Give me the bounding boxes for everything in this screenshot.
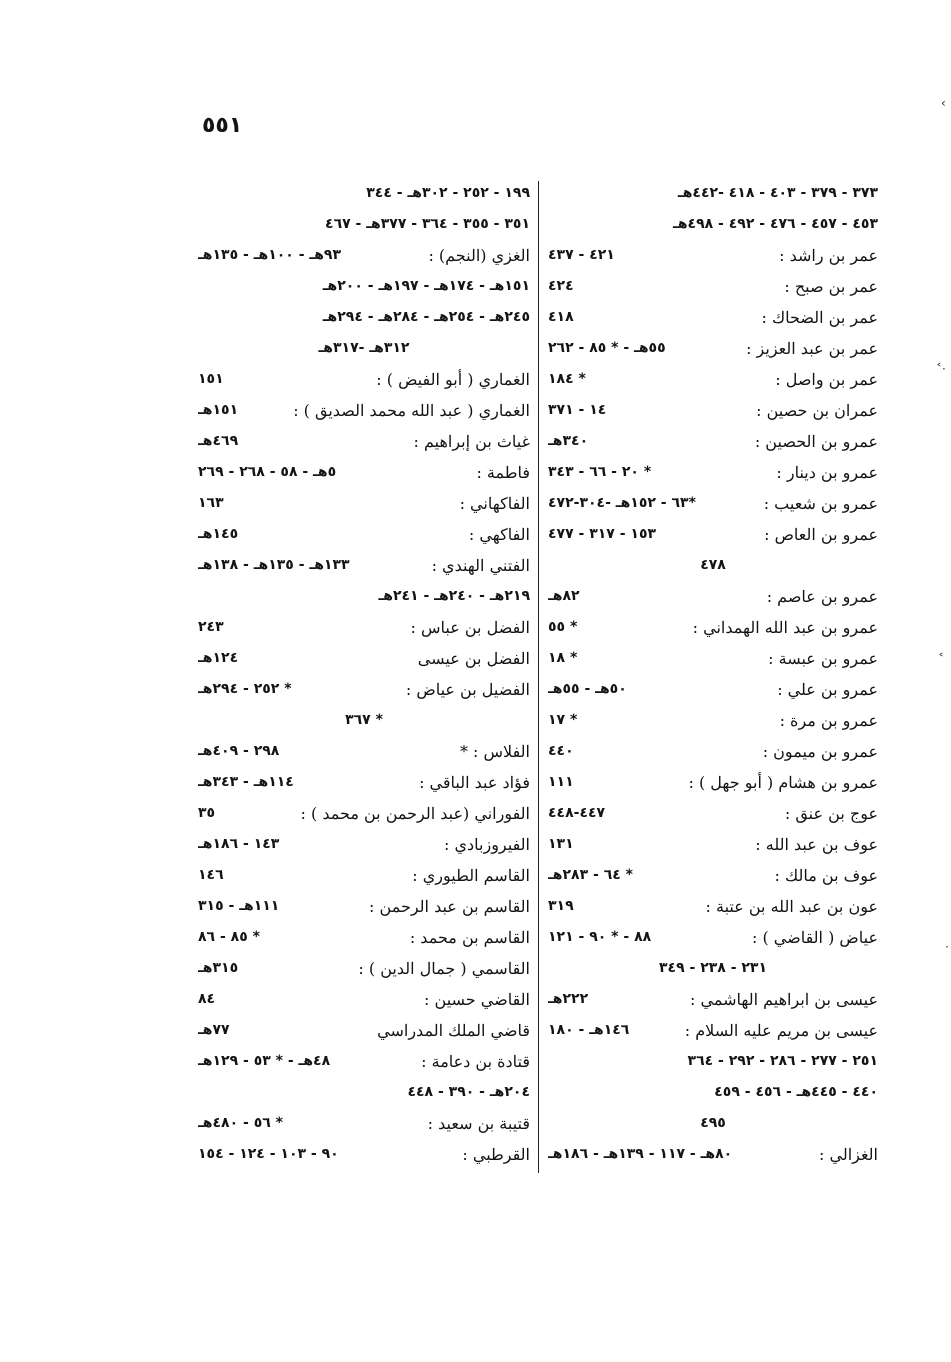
index-entry (548, 395, 878, 426)
entry-page-refs: ٤٤٠ - ٤٤٥هـ - ٤٥٦ - ٤٥٩ (714, 1084, 878, 1100)
entry-page-refs: ١٩٩ - ٢٥٢ - ٣٠٢هـ - ٣٤٤ (366, 185, 530, 201)
entry-name: عمرو بن العاص : (764, 525, 878, 544)
entry-name: قتيبة بن سعيد : (427, 1114, 530, 1133)
index-entry (548, 705, 878, 736)
entry-page-refs: ١٣٣هـ - ١٣٥هـ - ١٣٨هـ (198, 557, 350, 573)
entry-name: الفتني الهندي : (431, 556, 530, 575)
index-entry (198, 1046, 530, 1077)
index-entry (198, 488, 530, 519)
entry-page-refs: ١٤٦ (198, 867, 224, 883)
entry-page-refs: ٤٤٧-٤٤٨ (548, 805, 606, 821)
index-entry (548, 581, 878, 612)
entry-page-refs: ٢٣١ - ٢٣٨ - ٣٤٩ (658, 960, 768, 976)
index-entry (548, 1077, 878, 1108)
entry-name: عمر بن صبح : (784, 277, 878, 296)
entry-page-refs: ٢٥١ - ٢٧٧ - ٢٨٦ - ٢٩٢ - ٣٦٤ (687, 1053, 878, 1069)
index-entry (548, 612, 878, 643)
entry-page-refs: ٤٤٠ (548, 743, 574, 759)
index-entry (548, 302, 878, 333)
entry-page-refs: ١٥١هـ - ١٧٤هـ - ١٩٧هـ - ٢٠٠هـ (322, 278, 530, 294)
entry-page-refs: ٨٢هـ (548, 588, 580, 604)
index-entry (548, 674, 878, 705)
entry-page-refs: ٤٦٩هـ (198, 433, 239, 449)
entry-name: الفضل بن عباس : (410, 618, 530, 637)
entry-page-refs: ١١١ (548, 774, 574, 790)
entry-page-refs: ١٤ - ٣٧١ (548, 402, 607, 418)
entry-page-refs: ٢١٩هـ - ٢٤٠هـ - ٢٤١هـ (378, 588, 530, 604)
entry-page-refs: * ١٨٤ (548, 371, 586, 387)
entry-page-refs: ٣٥١ - ٣٥٥ - ٣٦٤ - ٣٧٧هـ - ٤٦٧ (325, 216, 530, 232)
entry-page-refs: ١٤٣ - ١٨٦هـ (198, 836, 280, 852)
index-entry (198, 302, 530, 333)
index-entry (548, 1015, 878, 1046)
index-entry (198, 457, 530, 488)
index-entry (548, 643, 878, 674)
index-entry (198, 240, 530, 271)
entry-page-refs: *٦٣ - ١٥٢هـ -٣٠٤-٤٧٢ (548, 495, 696, 511)
index-entry (548, 984, 878, 1015)
entry-page-refs: * ٢٠ - ٦٦ - ٣٤٣ (548, 464, 652, 480)
entry-name: القاسم بن محمد : (409, 928, 530, 947)
margin-mark: ˂ (938, 652, 944, 666)
entry-page-refs: ٣١٩ (548, 898, 574, 914)
entry-page-refs: ٢٤٣ (198, 619, 224, 635)
entry-page-refs: ٣١٥هـ (198, 960, 239, 976)
entry-page-refs: * ٢٥٢ - ٢٩٤هـ (198, 681, 292, 697)
index-entry (198, 643, 530, 674)
entry-name: عمر بن عبد العزيز : (746, 339, 878, 358)
index-entry (198, 736, 530, 767)
index-entry (198, 984, 530, 1015)
index-entry (198, 364, 530, 395)
entry-page-refs: * ٥٥ (548, 619, 578, 635)
index-column-left (198, 178, 530, 1170)
entry-name: عمرو بن شعيب : (763, 494, 878, 513)
index-entry (548, 1046, 878, 1077)
column-divider (538, 181, 539, 1173)
entry-name: عمرو بن عاصم : (766, 587, 878, 606)
entry-name: عون بن عبد الله بن عتبة : (705, 897, 878, 916)
entry-name: غياث بن إبراهيم : (413, 432, 530, 451)
index-entry (548, 364, 878, 395)
entry-name: الغزالي : (819, 1145, 878, 1164)
index-entry (198, 612, 530, 643)
index-entry (548, 209, 878, 240)
index-entry (548, 457, 878, 488)
entry-name: الفضل بن عيسى (417, 649, 530, 668)
entry-name: عمر بن واصل : (775, 370, 878, 389)
entry-page-refs: ٣٤٠هـ (548, 433, 589, 449)
entry-name: الغزي (النجم) : (428, 246, 530, 265)
entry-page-refs: ٨٠هـ - ١١٧ - ١٣٩هـ - ١٨٦هـ (548, 1146, 733, 1162)
index-entry (198, 550, 530, 581)
entry-page-refs: ٤٥٣ - ٤٥٧ - ٤٧٦ - ٤٩٢ - ٤٩٨هـ (673, 216, 878, 232)
index-entry (548, 426, 878, 457)
entry-page-refs: * ٦٤ - ٢٨٣هـ (548, 867, 633, 883)
entry-name: عوف بن مالك : (774, 866, 878, 885)
index-entry (548, 1108, 878, 1139)
entry-name: عيسى بن ابراهيم الهاشمي : (690, 990, 878, 1009)
index-entry (548, 953, 878, 984)
entry-page-refs: ٤٢٤ (548, 278, 574, 294)
entry-name: عمرو بن علي : (777, 680, 878, 699)
index-entry (548, 860, 878, 891)
entry-page-refs: ٤٩٥ (700, 1115, 726, 1131)
index-entry (198, 271, 530, 302)
entry-name: عوف بن عبد الله : (755, 835, 878, 854)
page-number: ٥٥١ (202, 113, 243, 138)
entry-name: عمرو بن عبسة : (768, 649, 878, 668)
entry-name: القاسم بن عبد الرحمن : (369, 897, 530, 916)
entry-page-refs: ٢٤٥هـ - ٢٥٤هـ - ٢٨٤هـ - ٢٩٤هـ (322, 309, 530, 325)
entry-name: الفلاس : * (459, 742, 530, 761)
entry-page-refs: ٩٠ - ١٠٣ - ١٢٤ - ١٥٤ (198, 1146, 339, 1162)
entry-name: الغماري ( أبو الفيض ) : (376, 370, 530, 389)
entry-page-refs: ٨٨ - * ٩٠ - ١٢١ (548, 929, 652, 945)
entry-page-refs: ٣٧٣ - ٣٧٩ - ٤٠٣ - ٤١٨ -٤٤٢هـ (677, 185, 878, 201)
index-entry (198, 519, 530, 550)
entry-page-refs: ٢٢٢هـ (548, 991, 589, 1007)
entry-name: عياض ( القاضي ) : (751, 928, 878, 947)
entry-name: عيسى بن مريم عليه السلام : (684, 1021, 878, 1040)
index-entry (198, 1139, 530, 1170)
index-entry (548, 891, 878, 922)
entry-page-refs: * ٥٦ - ٤٨٠هـ (198, 1115, 283, 1131)
index-entry (548, 798, 878, 829)
entry-name: عمرو بن الحصين : (754, 432, 878, 451)
entry-name: عمرو بن مرة : (779, 711, 878, 730)
entry-page-refs: ٢٠٤هـ - ٣٩٠ - ٤٤٨ (407, 1084, 530, 1100)
entry-name: فؤاد عبد الباقي : (419, 773, 530, 792)
entry-page-refs: * ٣٦٧ (345, 712, 383, 728)
entry-name: الفاكهاني : (459, 494, 530, 513)
index-entry (198, 798, 530, 829)
entry-page-refs: ٢٩٨ - ٤٠٩هـ (198, 743, 280, 759)
entry-page-refs: ١١١هـ - ٣١٥ (198, 898, 280, 914)
index-column-right (548, 178, 878, 1170)
entry-page-refs: ٤٧٨ (700, 557, 726, 573)
index-entry (198, 922, 530, 953)
entry-name: عمرو بن ميمون : (762, 742, 878, 761)
index-entry (198, 581, 530, 612)
margin-mark: · (945, 940, 949, 954)
entry-page-refs: ٤١٨ (548, 309, 574, 325)
entry-name: فاطمة : (476, 463, 530, 482)
index-entry (198, 1108, 530, 1139)
index-entry (198, 705, 530, 736)
entry-name: القاسم الطيوري : (412, 866, 530, 885)
entry-name: عمرو بن دينار : (776, 463, 878, 482)
index-entry (198, 395, 530, 426)
index-entry (548, 1139, 878, 1170)
entry-page-refs: ١٤٥هـ (198, 526, 239, 542)
entry-page-refs: ٤٢١ - ٤٣٧ (548, 247, 615, 263)
entry-page-refs: * ١٧ (548, 712, 578, 728)
entry-page-refs: ٨٤ (198, 991, 216, 1007)
entry-name: قتادة بن دعامة : (421, 1052, 530, 1071)
entry-page-refs: ٣٥ (198, 805, 216, 821)
margin-mark: ˂· (936, 362, 946, 376)
entry-name: قاضي الملك المدراسي (377, 1021, 530, 1040)
entry-name: القاسمي ( جمال الدين ) : (358, 959, 530, 978)
entry-page-refs: ١٢٤هـ (198, 650, 239, 666)
index-entry (198, 1077, 530, 1108)
index-entry (198, 426, 530, 457)
index-entry (548, 488, 878, 519)
entry-name: عمر بن الضحاك : (761, 308, 878, 327)
index-entry (198, 860, 530, 891)
index-entry (198, 209, 530, 240)
entry-name: عمران بن حصين : (756, 401, 878, 420)
entry-page-refs: ١٥١هـ (198, 402, 239, 418)
entry-name: الفوراني (عبد الرحمن بن محمد ) : (300, 804, 530, 823)
index-entry (198, 1015, 530, 1046)
entry-page-refs: ١٤٦هـ - ١٨٠ (548, 1022, 630, 1038)
index-entry (548, 333, 878, 364)
entry-page-refs: ١١٤هـ - ٣٤٣هـ (198, 774, 294, 790)
entry-name: الفضيل بن عياض : (405, 680, 530, 699)
entry-page-refs: ٣١٢هـ -٣١٧هـ (318, 340, 410, 356)
index-entry (548, 178, 878, 209)
index-entry (198, 674, 530, 705)
entry-page-refs: ١٥٣ - ٣١٧ - ٤٧٧ (548, 526, 657, 542)
index-entry (548, 767, 878, 798)
index-entry (198, 953, 530, 984)
index-entry (548, 240, 878, 271)
index-entry (548, 519, 878, 550)
entry-page-refs: * ١٨ (548, 650, 578, 666)
index-entry (198, 891, 530, 922)
entry-name: عوج بن عنق : (784, 804, 878, 823)
entry-name: الفاكهي : (468, 525, 530, 544)
entry-page-refs: ١٥١ (198, 371, 224, 387)
entry-name: القرطبي : (462, 1145, 530, 1164)
entry-name: عمرو بن هشام ( أبو جهل ) : (688, 773, 878, 792)
entry-page-refs: ٤٨هـ - * ٥٣ - ١٢٩هـ (198, 1053, 331, 1069)
index-entry (198, 178, 530, 209)
entry-name: القاضي حسين : (424, 990, 530, 1009)
entry-name: الغماري ( عبد الله محمد الصديق ) : (293, 401, 530, 420)
index-entry (548, 550, 878, 581)
index-entry (548, 736, 878, 767)
entry-page-refs: ٥٥هـ - * ٨٥ - ٢٦٢ (548, 340, 666, 356)
index-entry (198, 829, 530, 860)
entry-page-refs: ٥٠هـ - ٥٥هـ (548, 681, 627, 697)
margin-mark: ‹ (941, 96, 946, 110)
entry-name: عمرو بن عبد الله الهمداني : (692, 618, 878, 637)
index-entry (548, 271, 878, 302)
index-entry (548, 922, 878, 953)
entry-page-refs: * ٨٥ - ٨٦ (198, 929, 260, 945)
entry-page-refs: ١٦٣ (198, 495, 224, 511)
entry-page-refs: ٩٣هـ - ١٠٠هـ - ١٣٥هـ (198, 247, 341, 263)
entry-name: عمر بن راشد : (779, 246, 878, 265)
index-entry (548, 829, 878, 860)
entry-page-refs: ٥هـ - ٥٨ - ٢٦٨ - ٢٦٩ (198, 464, 337, 480)
entry-page-refs: ٧٧هـ (198, 1022, 230, 1038)
entry-name: الفيروزبادي : (444, 835, 530, 854)
entry-page-refs: ١٣١ (548, 836, 574, 852)
index-entry (198, 333, 530, 364)
index-entry (198, 767, 530, 798)
